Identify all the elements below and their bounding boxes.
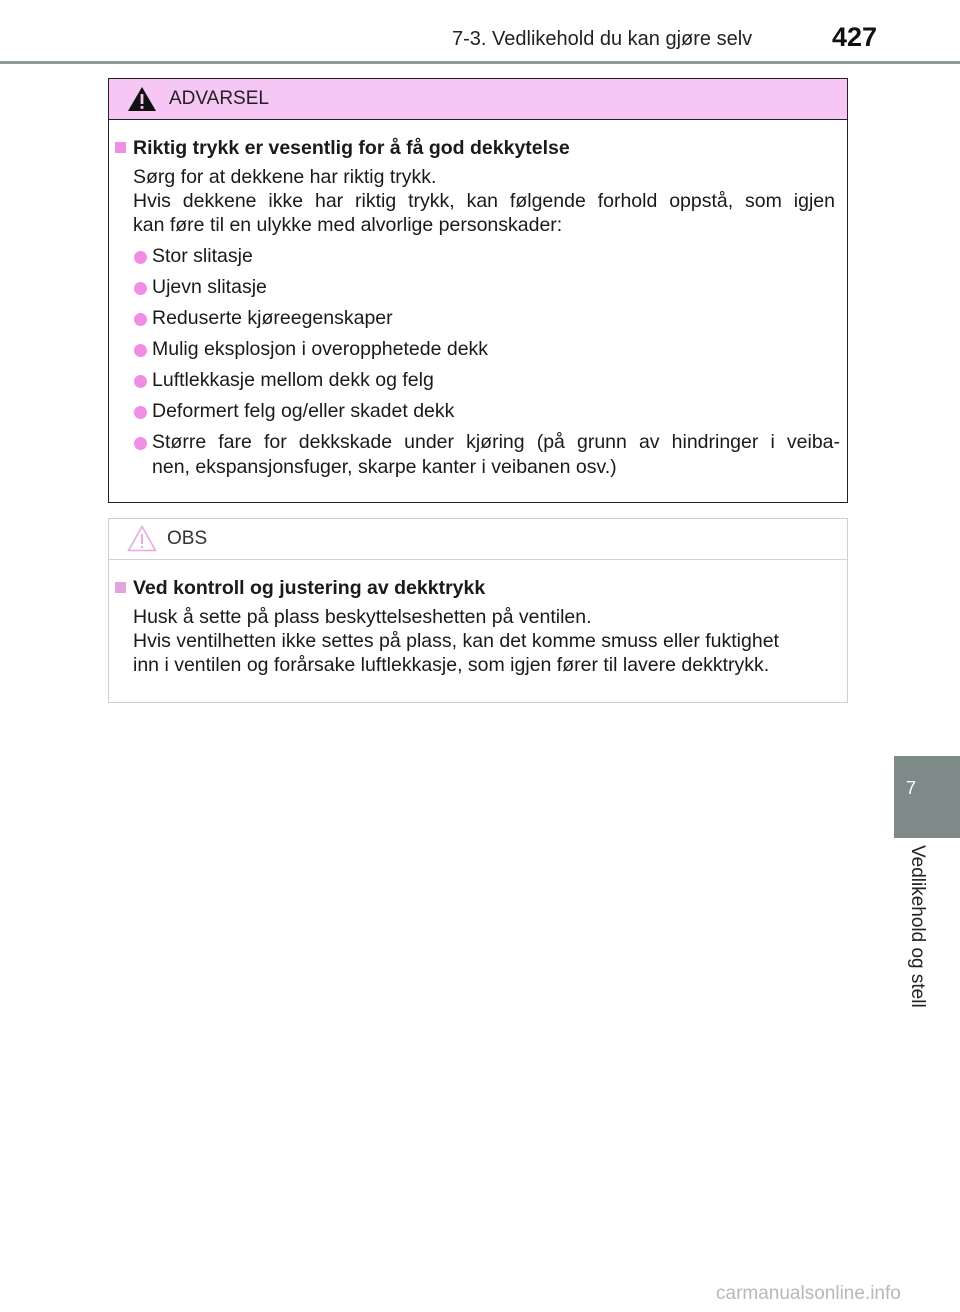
chapter-label-text: Vedlikehold og stell: [907, 845, 928, 1008]
page-number: 427: [832, 22, 878, 52]
bullet-dot-icon: [134, 437, 147, 450]
warning-box: [108, 78, 848, 503]
notice-text-line: inn i ventilen og forårsake luftlekkasje, som igjen fører til lavere dekktrykk.: [133, 654, 770, 676]
warning-text-line: kan føre til en ulykke med alvorlige personskader:: [133, 214, 563, 236]
bullet-dot-icon: [134, 282, 147, 295]
bullet-dot-icon: [134, 406, 147, 419]
warning-subtitle: Riktig trykk er vesentlig for å få god dekkytelse: [133, 137, 570, 159]
warning-bullet: Ujevn slitasje: [152, 276, 267, 298]
square-bullet-icon: [115, 142, 126, 153]
watermark: carmanualsonline.info: [716, 1283, 901, 1304]
warning-bullet: Stor slitasje: [152, 245, 253, 267]
notice-subtitle: Ved kontroll og justering av dekktrykk: [133, 577, 486, 599]
chapter-label: [902, 845, 932, 1025]
warning-bullet: Deformert felg og/eller skadet dekk: [152, 400, 455, 422]
warning-bullet: Mulig eksplosjon i overopphetede dekk: [152, 338, 489, 360]
bullet-dot-icon: [134, 251, 147, 264]
bullet-dot-icon: [134, 313, 147, 326]
bullet-dot-icon: [134, 344, 147, 357]
notice-header: [109, 519, 847, 560]
warning-text-line: Hvis dekkene ikke har riktig trykk, kan følgende forhold oppstå, som igjen: [133, 190, 835, 212]
chapter-number: 7: [905, 778, 916, 798]
warning-bullet-continuation: nen, ekspansjonsfuger, skarpe kanter i veibanen osv.): [152, 456, 617, 478]
warning-bullet: Reduserte kjøreegenskaper: [152, 307, 393, 329]
warning-text-line: Sørg for at dekkene har riktig trykk.: [133, 166, 437, 188]
notice-text-line: Husk å sette på plass beskyttelseshetten på ventilen.: [133, 606, 592, 628]
warning-bullet: Større fare for dekkskade under kjøring (på grunn av hindringer i veiba-: [152, 431, 840, 453]
caution-triangle-icon: [127, 525, 157, 557]
bullet-dot-icon: [134, 375, 147, 388]
warning-bullet: Luftlekkasje mellom dekk og felg: [152, 369, 434, 391]
section-title: 7-3. Vedlikehold du kan gjøre selv: [452, 28, 753, 50]
warning-triangle-icon: [127, 86, 157, 117]
notice-text-line: Hvis ventilhetten ikke settes på plass, kan det komme smuss eller fuktighet: [133, 630, 779, 652]
warning-title: ADVARSEL: [169, 88, 269, 109]
notice-title: OBS: [167, 528, 208, 549]
header-divider: [0, 61, 960, 64]
square-bullet-icon: [115, 582, 126, 593]
warning-header: [109, 79, 847, 120]
notice-box: [108, 518, 848, 703]
